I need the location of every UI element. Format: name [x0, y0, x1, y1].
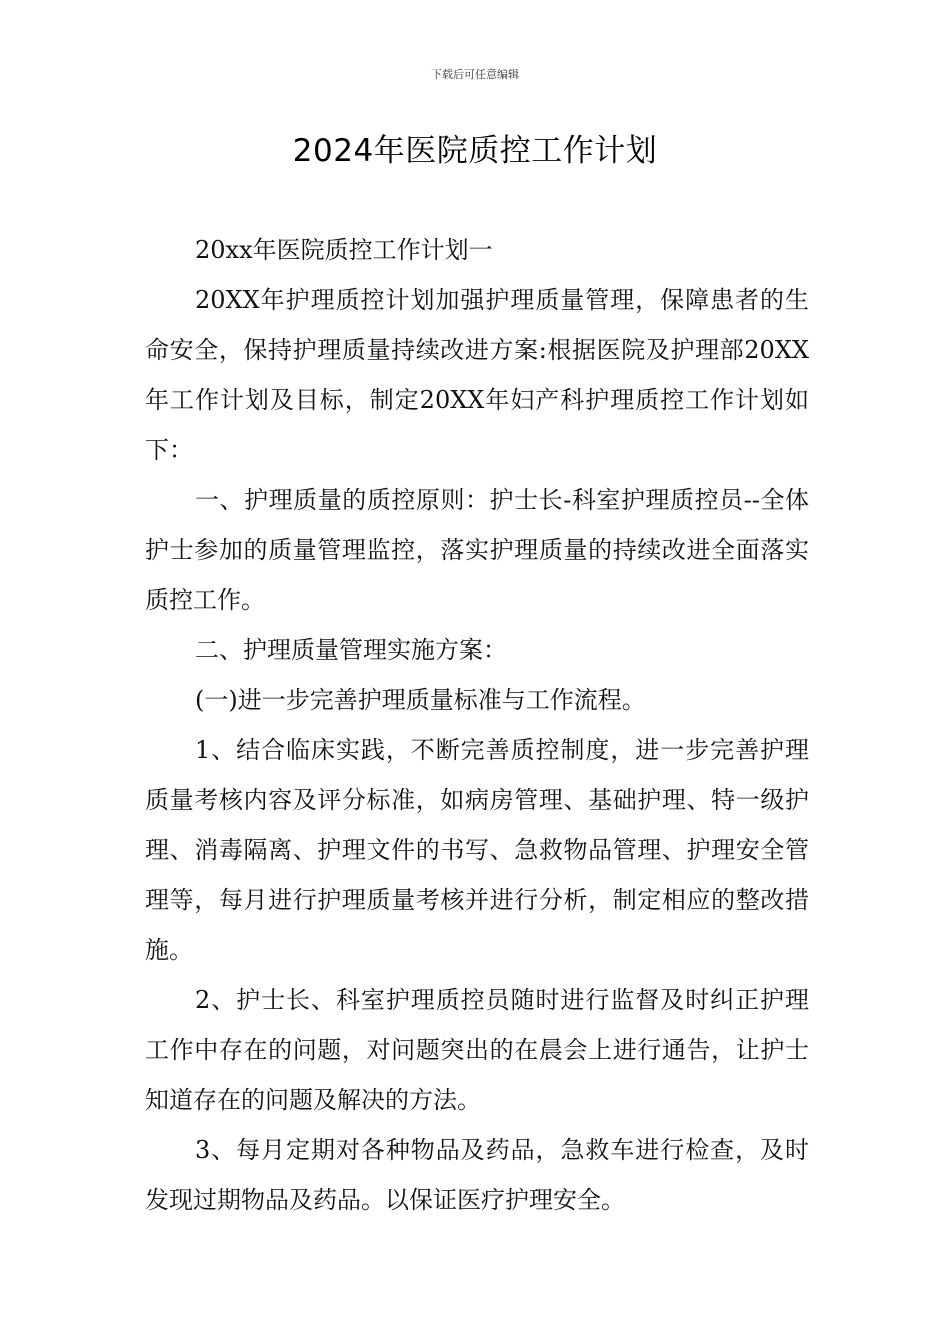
paragraph-plan-heading: 20xx年医院质控工作计划一 — [195, 236, 493, 264]
paragraph-item-3: 3、每月定期对各种物品及药品，急救车进行检查，及时发现过期物品及药品。以保证医疗护理安全。 — [145, 1136, 809, 1214]
paragraph-principle: 一、护理质量的质控原则：护士长-科室护理质控员--全体护士参加的质量管理监控，落实护理质量的持续改进全面落实质控工作。 — [145, 486, 809, 614]
paragraph-item-2: 2、护士长、科室护理质控员随时进行监督及时纠正护理工作中存在的问题，对问题突出的在晨会上进行通告，让护士知道存在的问题及解决的方法。 — [145, 986, 809, 1114]
document-title: 2024年医院质控工作计划 — [292, 133, 658, 169]
paragraph-subsection-one: (一)进一步完善护理质量标准与工作流程。 — [195, 686, 646, 714]
paragraph-item-1: 1、结合临床实践，不断完善质控制度，进一步完善护理质量考核内容及评分标准，如病房管理、基础护理、特一级护理、消毒隔离、护理文件的书写、急救物品管理、护理安全管理等，每月进行护理质量考核并进行分析，制定相应的整改措施。 — [145, 736, 809, 964]
header-note: 下载后可任意编辑 — [431, 68, 519, 81]
paragraph-section-two: 二、护理质量管理实施方案： — [195, 636, 507, 664]
paragraph-intro: 20XX年护理质控计划加强护理质量管理，保障患者的生命安全，保持护理质量持续改进方案:根据医院及护理部20XX年工作计划及目标，制定20XX年妇产科护理质控工作计划如下： — [145, 286, 809, 464]
document-body — [145, 225, 809, 1225]
